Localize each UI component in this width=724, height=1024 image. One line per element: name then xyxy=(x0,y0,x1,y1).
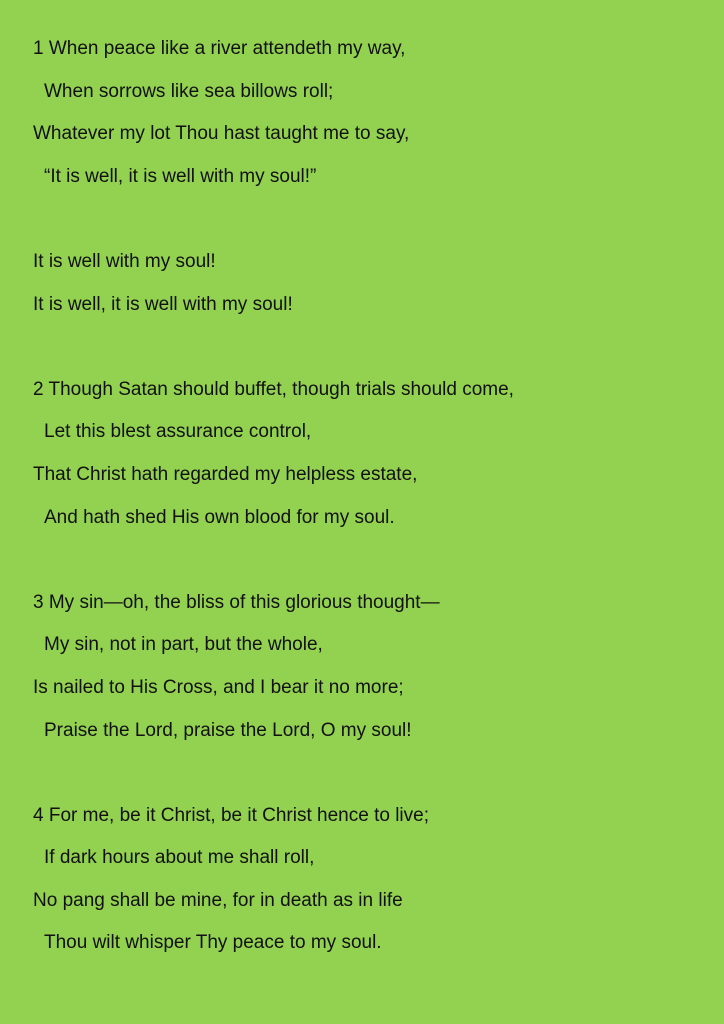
refrain xyxy=(33,241,693,326)
stanza-4 xyxy=(33,795,693,965)
stanza-2-line-1: 2 Though Satan should buffet, though trials should come, xyxy=(33,378,514,400)
stanza-3-line-3: Is nailed to His Cross, and I bear it no more; xyxy=(33,676,404,698)
stanza-4-line-2: If dark hours about me shall roll, xyxy=(44,847,315,869)
stanza-1-line-4: “It is well, it is well with my soul!” xyxy=(44,165,317,187)
stanza-1 xyxy=(33,28,693,198)
stanza-1-line-1: 1 When peace like a river attendeth my way, xyxy=(33,38,406,59)
stanza-3-line-1: 3 My sin—oh, the bliss of this glorious thought— xyxy=(33,591,440,613)
refrain-line-1: It is well with my soul! xyxy=(33,250,216,272)
stanza-2-line-3: That Christ hath regarded my helpless estate, xyxy=(33,463,418,485)
stanza-2-line-2: Let this blest assurance control, xyxy=(44,421,312,443)
refrain-line-2: It is well, it is well with my soul! xyxy=(33,293,293,315)
stanza-4-line-4: Thou wilt whisper Thy peace to my soul. xyxy=(44,932,382,954)
stanza-1-line-3: Whatever my lot Thou hast taught me to say, xyxy=(33,123,410,145)
hymn-lyrics xyxy=(33,28,693,965)
stanza-4-line-1: 4 For me, be it Christ, be it Christ hence to live; xyxy=(33,804,429,826)
stanza-1-line-2: When sorrows like sea billows roll; xyxy=(44,80,334,102)
stanza-3-line-2: My sin, not in part, but the whole, xyxy=(44,634,323,656)
stanza-4-line-3: No pang shall be mine, for in death as in life xyxy=(33,889,403,911)
stanza-2 xyxy=(33,369,693,539)
stanza-3-line-4: Praise the Lord, praise the Lord, O my soul! xyxy=(44,719,412,741)
stanza-3 xyxy=(33,582,693,752)
stanza-2-line-4: And hath shed His own blood for my soul. xyxy=(44,506,395,528)
